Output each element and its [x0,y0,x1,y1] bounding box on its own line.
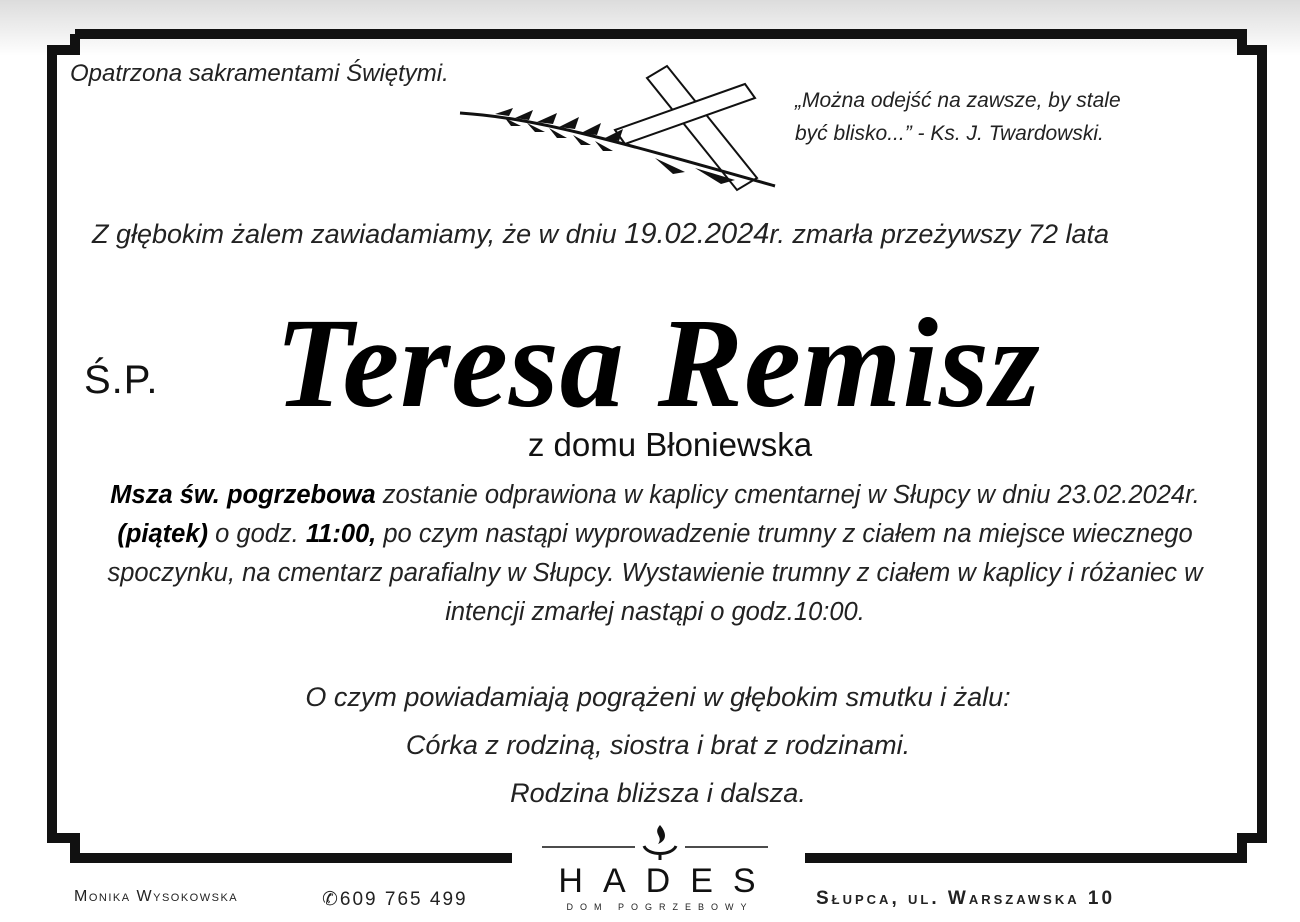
sacraments-note: Opatrzona sakramentami Świętymi. [70,60,449,87]
maiden-name: z domu Błoniewska [527,426,813,463]
hades-logo [540,822,780,918]
death-date: 19.02.2024 [624,218,770,250]
intro-text-a: Z głębokim żalem zawiadamiamy, że w dniu [92,219,617,249]
logo-subtitle: DOM POGRZEBOWY [566,902,754,912]
footer-address: Słupca, ul. Warszawska 10 [816,888,1116,909]
quote-line-1: „Można odejść na zawsze, by stale [795,89,1121,112]
mass-text-3: po czym nastąpi wyprowadzenie trumny z ciałem na miejsce wiecznego spoczynku, na cmentarz parafialny w Słupcy. Wystawienie trumny z ciałem w kaplicy i różaniec w intencji zmarłej nastąpi o godz.10:00. [107,520,1203,626]
intro-text-b: zmarła przeżywszy 72 lata [792,219,1109,249]
deceased-name: Teresa Remisz [275,292,1041,434]
footer-person: Monika Wysokowska [74,888,239,905]
flame-icon [540,822,780,862]
closing-line-1: O czym powiadamiają pogrążeni w głębokim smutku i żalu: [305,682,1011,712]
logo-name: HADES [558,862,776,900]
quote-line-2: być blisko...” - Ks. J. Twardowski. [795,122,1104,145]
mass-text-1: zostanie odprawiona w kaplicy cmentarnej w Słupcy w dniu 23.02.2024r. [375,481,1200,509]
mass-time: 11:00, [305,520,377,548]
twardowski-quote [795,84,1235,150]
date-suffix: r. [769,219,785,249]
mass-text-2: o godz. [208,520,306,548]
mass-weekday: (piątek) [117,520,209,548]
sp-prefix: Ś.P. [84,358,159,402]
death-announcement [92,218,1109,251]
funeral-mass-details [80,476,1230,632]
closing-line-3: Rodzina bliższa i dalsza. [510,778,806,808]
cross-with-palm-icon [455,58,785,193]
footer-phone: ✆609 765 499 [322,889,468,910]
closing-line-2: Córka z rodziną, siostra i brat z rodzinami. [405,730,911,760]
mass-label: Msza św. pogrzebowa [110,481,376,509]
